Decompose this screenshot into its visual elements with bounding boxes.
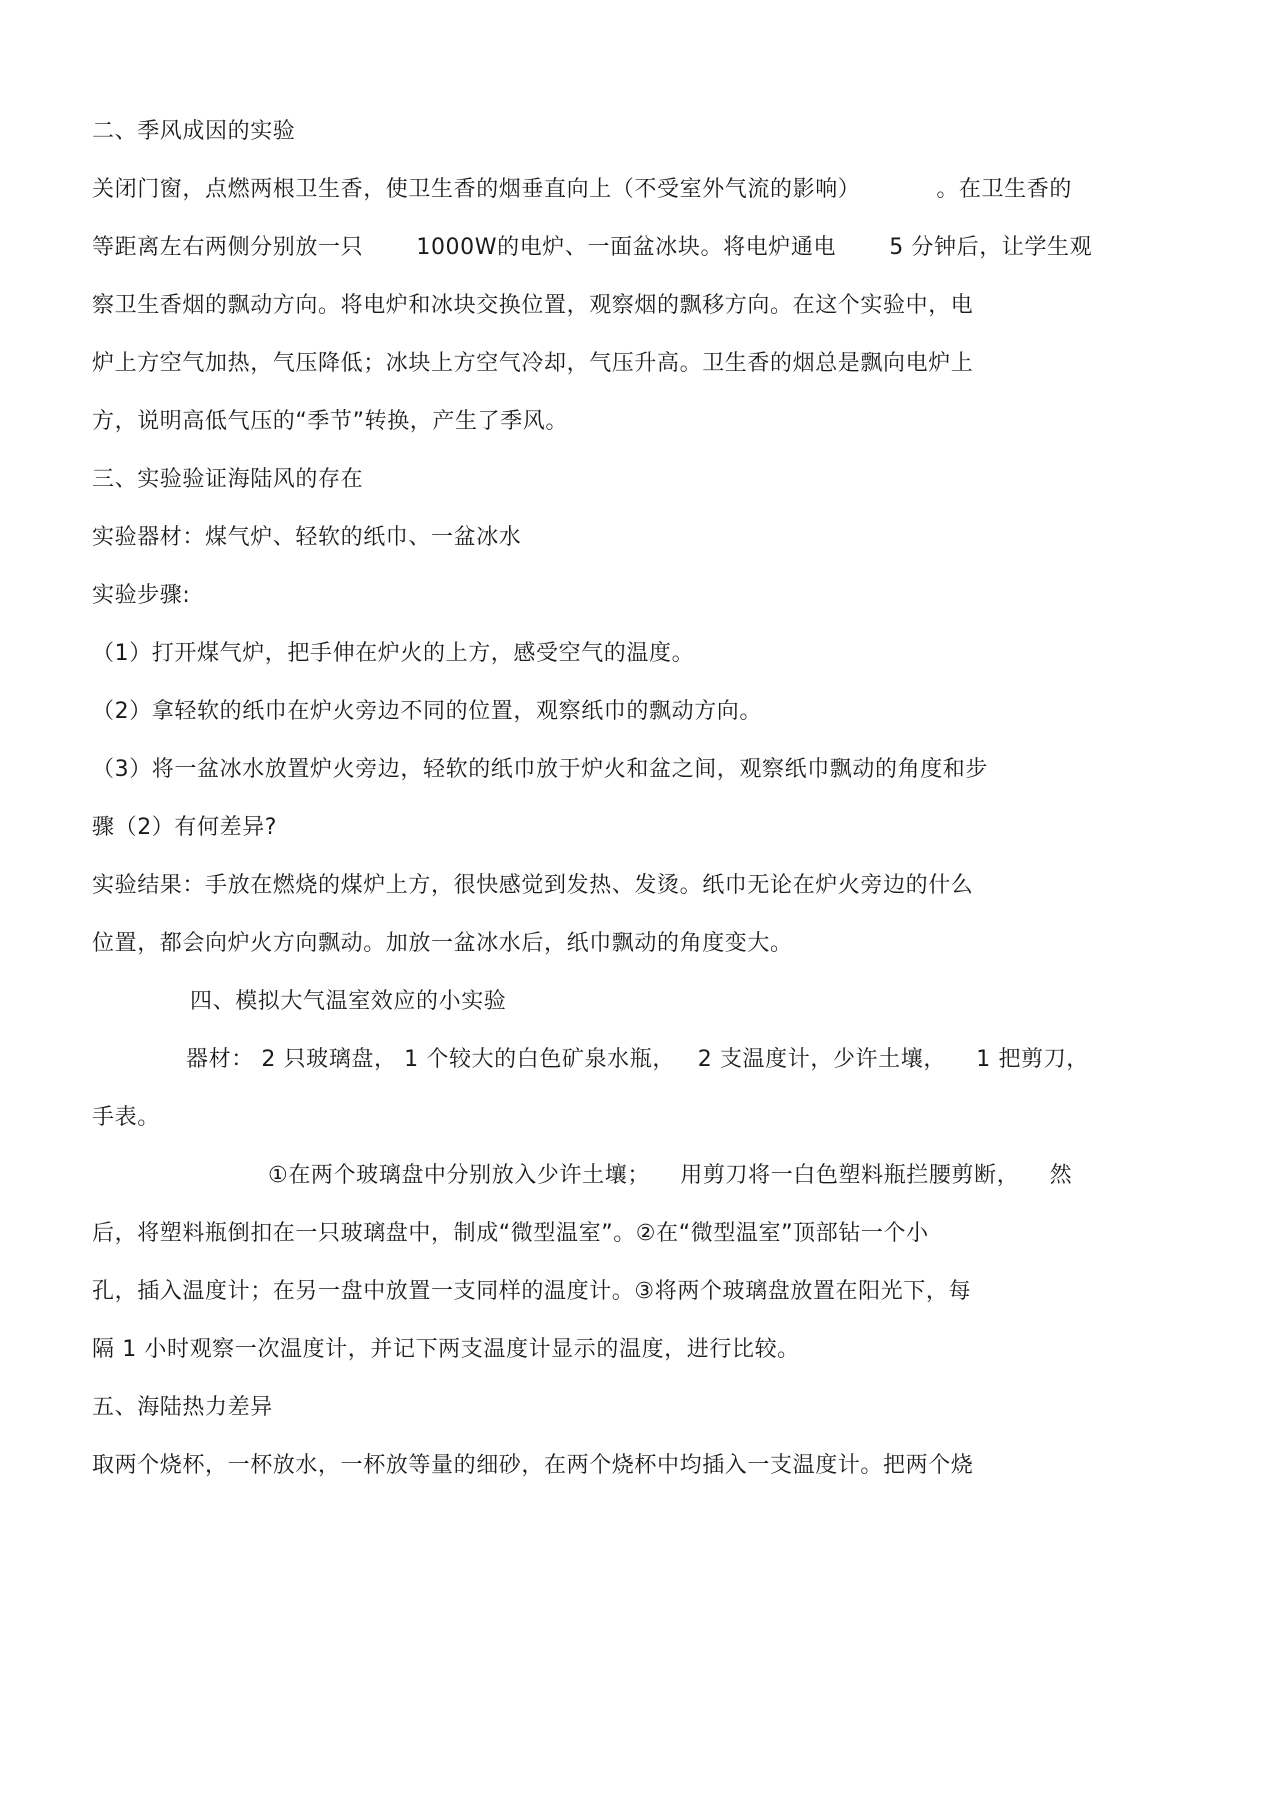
paragraph-line: 后，将塑料瓶倒扣在一只玻璃盘中，制成“微型温室”。②在“微型温室”顶部钻一个小 <box>92 1221 929 1246</box>
paragraph-line: 关闭门窗，点燃两根卫生香，使卫生香的烟垂直向上（不受室外气流的影响） 。在卫生香的 <box>92 177 1072 202</box>
paragraph-line: 炉上方空气加热，气压降低；冰块上方空气冷却，气压升高。卫生香的烟总是飘向电炉上 <box>92 351 974 376</box>
heading-sea-land-breeze: 三、实验验证海陆风的存在 <box>92 467 364 492</box>
paragraph-line: 取两个烧杯，一杯放水，一杯放等量的细砂，在两个烧杯中均插入一支温度计。把两个烧 <box>92 1453 974 1478</box>
step-item: （2）拿轻软的纸巾在炉火旁边不同的位置，观察纸巾的飘动方向。 <box>92 699 762 724</box>
paragraph-line: 器材： 2 只玻璃盘， 1 个较大的白色矿泉水瓶， 2 支温度计，少许土壤， 1 把剪刀， <box>186 1047 1089 1072</box>
paragraph-line: 实验器材：煤气炉、轻软的纸巾、一盆冰水 <box>92 525 522 550</box>
paragraph-line: 手表。 <box>92 1105 160 1130</box>
paragraph-line: 骤（2）有何差异? <box>92 815 278 840</box>
heading-monsoon-experiment: 二、季风成因的实验 <box>92 119 296 144</box>
paragraph-line: 实验结果：手放在燃烧的煤炉上方，很快感觉到发热、发烫。纸巾无论在炉火旁边的什么 <box>92 873 974 898</box>
paragraph-line: 孔，插入温度计；在另一盘中放置一支同样的温度计。③将两个玻璃盘放置在阳光下，每 <box>92 1279 972 1304</box>
step-item: （1）打开煤气炉，把手伸在炉火的上方，感受空气的温度。 <box>92 641 695 666</box>
heading-sea-land-thermal: 五、海陆热力差异 <box>92 1395 273 1420</box>
paragraph-line: 等距离左右两侧分别放一只 1000W的电炉、一面盆冰块。将电炉通电 5 分钟后，让学生观 <box>92 235 1093 260</box>
heading-greenhouse-experiment: 四、模拟大气温室效应的小实验 <box>190 989 507 1014</box>
step-item: （3）将一盆冰水放置炉火旁边，轻软的纸巾放于炉火和盆之间，观察纸巾飘动的角度和步 <box>92 757 988 782</box>
paragraph-line: 位置，都会向炉火方向飘动。加放一盆冰水后，纸巾飘动的角度变大。 <box>92 931 793 956</box>
paragraph-line: ①在两个玻璃盘中分别放入少许土壤； 用剪刀将一白色塑料瓶拦腰剪断， 然 <box>268 1163 1073 1188</box>
paragraph-line: 察卫生香烟的飘动方向。将电炉和冰块交换位置，观察烟的飘移方向。在这个实验中，电 <box>92 293 974 318</box>
paragraph-line: 实验步骤: <box>92 583 191 608</box>
paragraph-line: 方，说明高低气压的“季节”转换，产生了季风。 <box>92 409 568 434</box>
paragraph-line: 隔 1 小时观察一次温度计，并记下两支温度计显示的温度，进行比较。 <box>92 1337 800 1362</box>
